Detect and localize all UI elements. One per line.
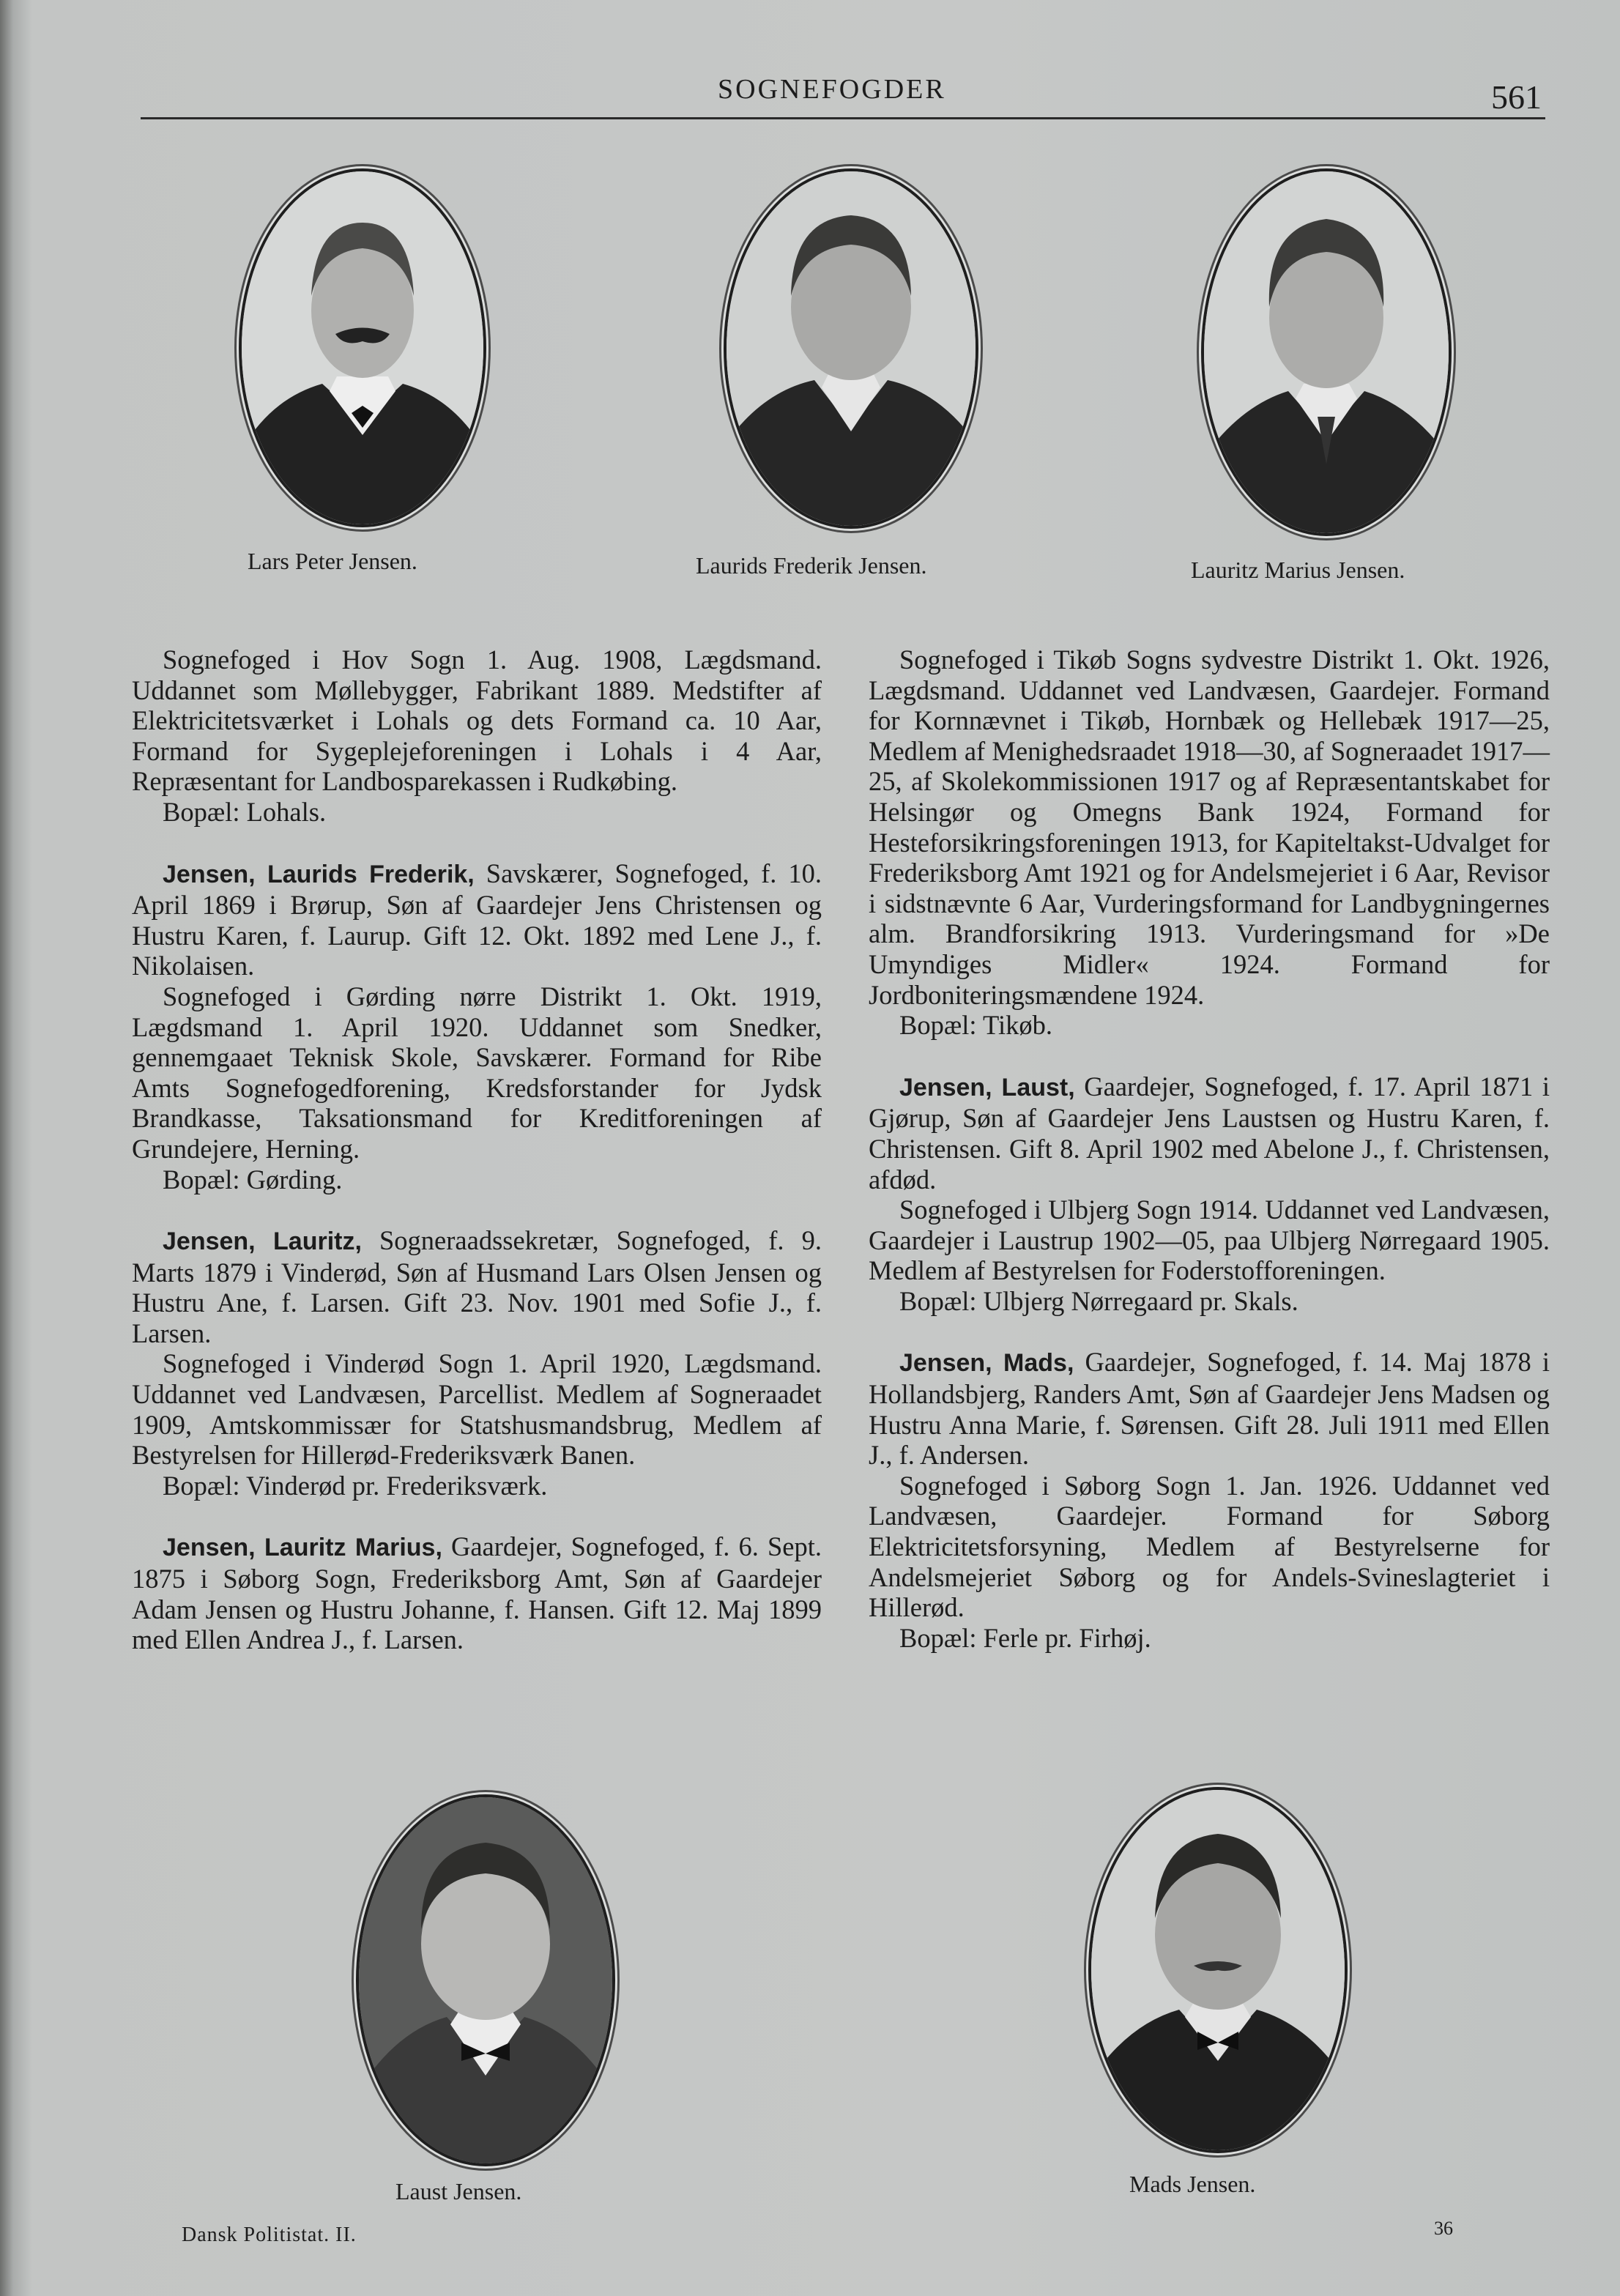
portrait-lars-peter-jensen — [239, 168, 486, 527]
caption-lauritz-marius-jensen: Lauritz Marius Jensen. — [1191, 557, 1405, 583]
portrait-laust-jensen — [356, 1794, 615, 2166]
residence: Bopæl: Vinderød pr. Frederiksværk. — [163, 1470, 548, 1501]
entry-intro: Gaardejer, Sognefoged, f. 17. April 1871 i Gjørup, Søn af Gaardejer Jens Laustsen og Hustru Karen, f. Christensen. Gift 8. April 1902 med Abelone J., f. Christensen, afdød. — [869, 1071, 1550, 1195]
portrait-mads-jensen — [1088, 1787, 1348, 2153]
entry-body: Sognefoged i Vinderød Sogn 1. April 1920, Lægdsmand. Uddannet ved Landvæsen, Parcellist. Medlem af Sogneraadet 1909, Amtskommissær for Statshusmandsbrug, Medlem af Bestyrelsen for Hillerød-Frederiksværk Banen. — [132, 1348, 822, 1471]
entry-body: Sognefoged i Gørding nørre Distrikt 1. Okt. 1919, Lægdsmand 1. April 1920. Uddannet som Snedker, gennemgaaet Teknisk Skole, Savskærer. Formand for Ribe Amts Sognefogedforening, Kredsforstander for Jydsk Brandkasse, Taksationsmand for Kreditforeningen af Grundejere, Herning. — [132, 981, 822, 1164]
left-text-column — [132, 644, 822, 1655]
footer-publication: Dansk Politistat. II. — [182, 2223, 357, 2246]
entry-lars-peter-text: Sognefoged i Hov Sogn 1. Aug. 1908, Lægdsmand. Uddannet som Møllebygger, Fabrikant 1889. Medstifter af Elektricitetsværket i Lohals og dets Formand ca. 10 Aar, Formand for Sygeplejeforeningen i Lohals i 4 Aar, Repræsentant for Landbosparekassen i Rudkøbing. — [132, 644, 822, 797]
entry-name: Jensen, Lauritz Marius, — [163, 1534, 442, 1562]
caption-lars-peter-jensen: Lars Peter Jensen. — [248, 548, 417, 574]
entry-laust — [869, 1071, 1550, 1195]
residence: Bopæl: Ferle pr. Firhøj. — [899, 1622, 1151, 1653]
entry-intro: Savskærer, Sognefoged, f. 10. April 1869 i Brørup, Søn af Gaardejer Jens Christensen og Hustru Karen, f. Laurup. Gift 12. Okt. 1892 med Lene J., f. Nikolaisen. — [132, 858, 822, 981]
entry-name: Jensen, Mads, — [899, 1349, 1074, 1378]
entry-intro: Sogneraadssekretær, Sognefoged, f. 9. Marts 1879 i Vinderød, Søn af Husmand Lars Olsen Jensen og Hustru Ane, f. Larsen. Gift 23. Nov. 1901 med Sofie J., f. Larsen. — [132, 1225, 822, 1348]
running-header: SOGNEFOGDER — [718, 74, 946, 105]
entry-lauritz-marius — [132, 1531, 822, 1654]
entry-name: Jensen, Laurids Frederik, — [163, 860, 475, 888]
page-number: 561 — [1491, 78, 1542, 116]
entry-name: Jensen, Lauritz, — [163, 1227, 362, 1256]
entry-intro: Gaardejer, Sognefoged, f. 6. Sept. 1875 i Søborg Sogn, Frederiksborg Amt, Søn af Gaardejer Adam Jensen og Hustru Johanne, f. Hansen. Gift 12. Maj 1899 med Ellen Andrea J., f. Larsen. — [132, 1531, 822, 1655]
entry-laurids-frederik — [132, 858, 822, 981]
caption-laust-jensen: Laust Jensen. — [395, 2178, 522, 2204]
entry-body: Sognefoged i Ulbjerg Sogn 1914. Uddannet ved Landvæsen, Gaardejer i Laustrup 1902—05, paa Ulbjerg Nørregaard 1905. Medlem af Bestyrelsen for Foderstofforeningen. — [869, 1195, 1550, 1286]
residence-lars-peter: Bopæl: Lohals. — [163, 796, 327, 827]
entry-lauritz-marius-text: Sognefoged i Tikøb Sogns sydvestre Distrikt 1. Okt. 1926, Lægdsmand. Uddannet ved Landvæsen, Gaardejer. Formand for Kornnævnet i Tikøb, Hornbæk og Hellebæk 1917—25, Medlem af Menighedsraadet 1918—30, af Sogneraadet 1917—25, af Skolekommissionen 1917 og af Repræsentantskabet for Helsingør og Omegns Bank 1924, Formand for Hesteforsikringsforeningen 1913, for Kapiteltakst-Udvalget for Frederiksborg Amt 1921 og for Andelsmejeriet i 6 Aar, Revisor i sidstnævnte 6 Aar, Vurderingsformand for Landbygningernes alm. Brandforsikring 1913. Vurderingsmand for »De Umyndiges Midler« 1924. Formand for Jordboniteringsmændene 1924. — [869, 644, 1550, 1010]
caption-laurids-frederik-jensen: Laurids Frederik Jensen. — [696, 552, 927, 579]
entry-body: Sognefoged i Søborg Sogn 1. Jan. 1926. Uddannet ved Landvæsen, Gaardejer. Formand for Søborg Elektricitetsforsyning, Medlem af Bestyrelserne for Andelsmejeriet Søborg og for Andels-Svineslagteriet i Hillerød. — [869, 1470, 1550, 1623]
header-rule — [141, 117, 1545, 119]
caption-mads-jensen: Mads Jensen. — [1129, 2171, 1256, 2197]
entry-intro: Gaardejer, Sognefoged, f. 14. Maj 1878 i Hollandsbjerg, Randers Amt, Søn af Gaardejer Jens Madsen og Hustru Anna Marie, f. Sørensen. Gift 28. Juli 1911 med Ellen J., f. Andersen. — [869, 1347, 1550, 1471]
entry-mads — [869, 1347, 1550, 1470]
residence: Bopæl: Gørding. — [163, 1164, 343, 1195]
residence: Bopæl: Tikøb. — [899, 1010, 1052, 1041]
entry-lauritz — [132, 1225, 822, 1348]
portrait-lauritz-marius-jensen — [1201, 168, 1452, 536]
entry-name: Jensen, Laust, — [899, 1073, 1075, 1101]
residence: Bopæl: Ulbjerg Nørregaard pr. Skals. — [899, 1285, 1298, 1316]
right-text-column — [869, 644, 1550, 1653]
portrait-laurids-frederik-jensen — [724, 168, 978, 529]
signature-mark: 36 — [1434, 2218, 1453, 2239]
